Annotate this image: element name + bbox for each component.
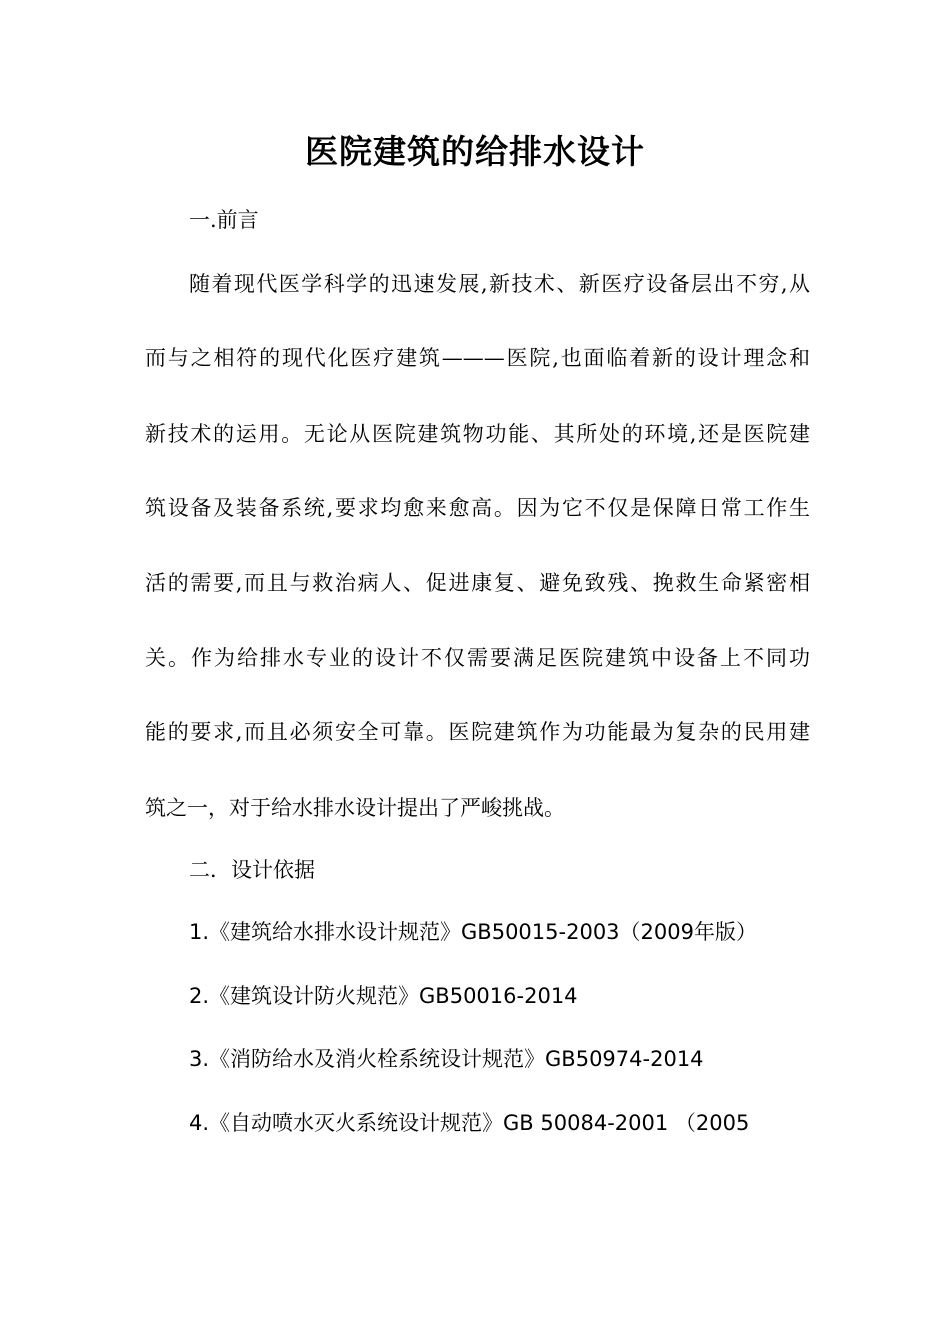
paragraph-line: 而与之相符的现代化医疗建筑———医院,也面临着新的设计理念和 [145,346,810,370]
paragraph-line: 筑设备及装备系统,要求均愈来愈高。因为它不仅是保障日常工作生 [145,496,810,520]
reference-item: 3.《消防给水及消火栓系统设计规范》GB50974-2014 [189,1047,704,1071]
section-heading-design-basis: 二．设计依据 [189,858,315,882]
document-title: 医院建筑的给排水设计 [305,132,645,171]
paragraph-line: 活的需要,而且与救治病人、促进康复、避免致残、挽救生命紧密相 [145,571,810,595]
reference-item: 1.《建筑给水排水设计规范》GB50015-2003（2009年版） [189,920,757,944]
section-heading-preface: 一.前言 [189,208,259,232]
paragraph-line: 能的要求,而且必须安全可靠。医院建筑作为功能最为复杂的民用建 [145,720,810,744]
paragraph-line: 关。作为给排水专业的设计不仅需要满足医院建筑中设备上不同功 [145,646,810,670]
paragraph-line: 新技术的运用。无论从医院建筑物功能、其所处的环境,还是医院建 [145,422,810,446]
reference-item: 4.《自动喷水灭火系统设计规范》GB 50084-2001 （2005 [189,1111,750,1135]
reference-item: 2.《建筑设计防火规范》GB50016-2014 [189,984,578,1008]
paragraph-line: 随着现代医学科学的迅速发展,新技术、新医疗设备层出不穷,从 [189,272,810,296]
paragraph-line: 筑之一，对于给水排水设计提出了严峻挑战。 [145,796,565,820]
